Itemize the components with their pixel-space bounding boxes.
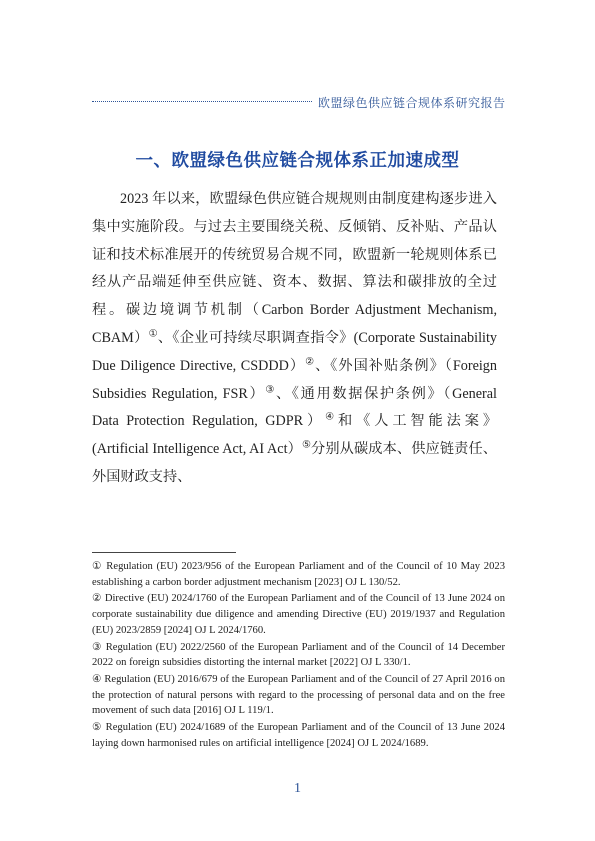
footnotes [92, 559, 505, 752]
section-heading: 一、欧盟绿色供应链合规体系正加速成型 [135, 151, 460, 171]
body-text-part-4: 、《通用数据保护条例》（General Data Protection Regulation, GDPR） [92, 385, 498, 430]
footnote-marker-3[interactable]: ③ [265, 383, 277, 395]
running-header-title: 欧盟绿色供应链合规体系研究报告 [318, 96, 506, 110]
footnote-4: ④ Regulation (EU) 2016/679 of the European Parliament and of the Council of 27 April 2016 on the protection of natural persons with regard to the processing of personal data and on the free movement of such data [2016] OJ L 119/1. [92, 673, 505, 717]
header-rule [92, 101, 312, 102]
body-text-part-5: 和《人工智能法案》(Artificial Intelligence Act, AI Act） [92, 413, 498, 458]
footnote-3: ③ Regulation (EU) 2022/2560 of the European Parliament and of the Council of 14 December 2022 on foreign subsidies distorting the internal market [2022] OJ L 330/1. [92, 641, 505, 669]
body-text-part-3: 、《外国补贴条例》（Foreign Subsidies Regulation, FSR） [92, 357, 497, 402]
footnote-5: ⑤ Regulation (EU) 2024/1689 of the European Parliament and of the Council of 13 June 2024 laying down harmonised rules on artificial intelligence [2024] OJ L 2024/1689. [92, 722, 505, 749]
footnote-marker-2[interactable]: ② [305, 356, 316, 368]
page-number: 1 [294, 781, 301, 796]
footnote-marker-4[interactable]: ④ [325, 411, 339, 423]
footnote-marker-5[interactable]: ⑤ [301, 439, 312, 451]
footnote-1: ① Regulation (EU) 2023/956 of the European Parliament and of the Council of 10 May 2023 establishing a carbon border adjustment mechanism [2023] OJ L 130/52. [92, 561, 505, 588]
footnote-marker-1[interactable]: ① [148, 328, 158, 340]
body-text-part-6: 分别从碳成本、供应链责任、外国财政支持、 [92, 441, 497, 485]
body-text-part-2: 、《企业可持续尽职调查指令》(Corporate Sustainability Due Diligence Directive, CSDDD） [92, 329, 498, 374]
body-paragraph [92, 186, 497, 492]
footnote-2: ② Directive (EU) 2024/1760 of the European Parliament and of the Council of 13 June 2024 on corporate sustainability due diligence and amending Directive (EU) 2019/1937 and Regulation (EU) 2023/2859 [2024] OJ L 2024/1760. [92, 593, 505, 636]
body-text-part-1: 2023 年以来，欧盟绿色供应链合规规则由制度建构逐步进入集中实施阶段。与过去主要围绕关税、反倾销、反补贴、产品认证和技术标准展开的传统贸易合规不同，欧盟新一轮规则体系已经从产品端延伸至供应链、资本、数据、算法和碳排放的全过程。碳边境调节机制（Carbon Border Adjustment Mechanism, CBAM） [92, 191, 497, 346]
footnote-separator [92, 552, 236, 553]
